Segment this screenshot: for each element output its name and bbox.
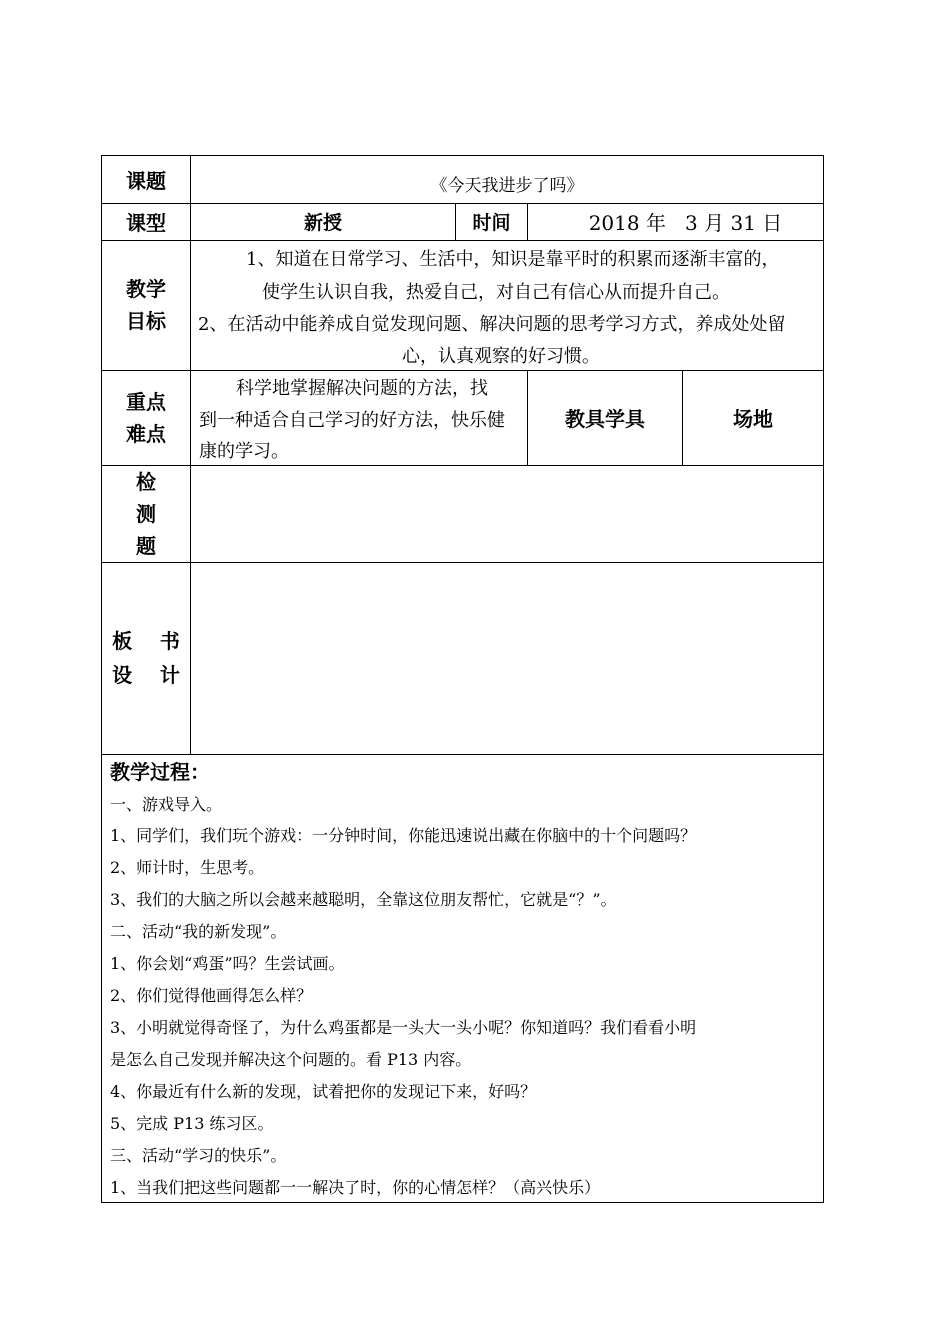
process-line: 1、你会划“鸡蛋”吗？生尝试画。 [110, 954, 345, 973]
time-value: 2018 年 3 月 31 日 [588, 211, 783, 235]
process-line: 1、同学们，我们玩个游戏：一分钟时间，你能迅速说出藏在你脑中的十个问题吗？ [110, 826, 697, 845]
process-heading: 教学过程： [110, 760, 210, 784]
process-line: 3、我们的大脑之所以会越来越聪明，全靠这位朋友帮忙，它就是“？”。 [110, 890, 617, 909]
test-label [101, 465, 191, 562]
key-points-line: 到一种适合自己学习的好方法，快乐健 [199, 410, 505, 431]
goals-label-line: 教学 [126, 277, 166, 301]
goal-line: 1、知道在日常学习、生活中，知识是靠平时的积累而逐渐丰富的， [246, 249, 780, 270]
process-line: 3、小明就觉得奇怪了，为什么鸡蛋都是一头大一头小呢？你知道吗？我们看看小明 [110, 1018, 697, 1037]
tools-label: 教具学具 [565, 407, 645, 431]
key-points-line: 科学地掌握解决问题的方法，找 [236, 378, 488, 399]
goal-line: 2、在活动中能养成自觉发现问题、解决问题的思考学习方式，养成处处留 [198, 314, 786, 335]
goal-line: 使学生认识自我，热爱自己，对自己有信心从而提升自己。 [262, 282, 730, 303]
row-divider [101, 240, 824, 241]
table-border-top [101, 155, 824, 156]
venue-label: 场地 [733, 407, 773, 431]
process-line: 二、活动“我的新发现”。 [110, 922, 287, 941]
process-line: 2、师计时，生思考。 [110, 858, 265, 877]
process-line: 1、当我们把这些问题都一一解决了时，你的心情怎样？（高兴快乐） [110, 1178, 601, 1197]
table-border-right [823, 155, 824, 1203]
key-points-label-line: 难点 [126, 421, 166, 446]
type-value: 新授 [303, 212, 342, 234]
row-divider [101, 754, 824, 755]
process-line: 一、游戏导入。 [110, 795, 223, 814]
goal-line: 心，认真观察的好习惯。 [402, 346, 600, 367]
goals-label-line: 目标 [126, 309, 166, 333]
test-label-char: 题 [136, 533, 156, 558]
test-label-char: 检 [136, 469, 156, 494]
key-points-label [101, 370, 191, 465]
row-divider [101, 465, 824, 466]
type-label: 课型 [126, 211, 166, 235]
process-line: 5、完成 P13 练习区。 [110, 1114, 274, 1133]
key-points-line: 康的学习。 [199, 441, 289, 462]
process-line: 2、你们觉得他画得怎么样？ [110, 986, 313, 1005]
time-label: 时间 [472, 212, 511, 234]
process-line: 三、活动“学习的快乐”。 [110, 1146, 287, 1165]
row-divider [101, 562, 824, 563]
topic-label: 课题 [126, 168, 166, 193]
table-border-bottom [101, 1202, 824, 1203]
process-line: 4、你最近有什么新的发现，试着把你的发现记下来，好吗？ [110, 1082, 537, 1101]
topic-value: 《今天我进步了吗》 [430, 175, 584, 196]
process-line: 是怎么自己发现并解决这个问题的。看 P13 内容。 [110, 1050, 472, 1069]
board-design-label-line: 设 计 [112, 663, 180, 687]
test-label-char: 测 [136, 501, 156, 526]
board-design-label [101, 562, 191, 754]
goals-label [101, 240, 191, 370]
board-design-label-line: 板 书 [112, 629, 180, 653]
key-points-label-line: 重点 [126, 389, 166, 414]
